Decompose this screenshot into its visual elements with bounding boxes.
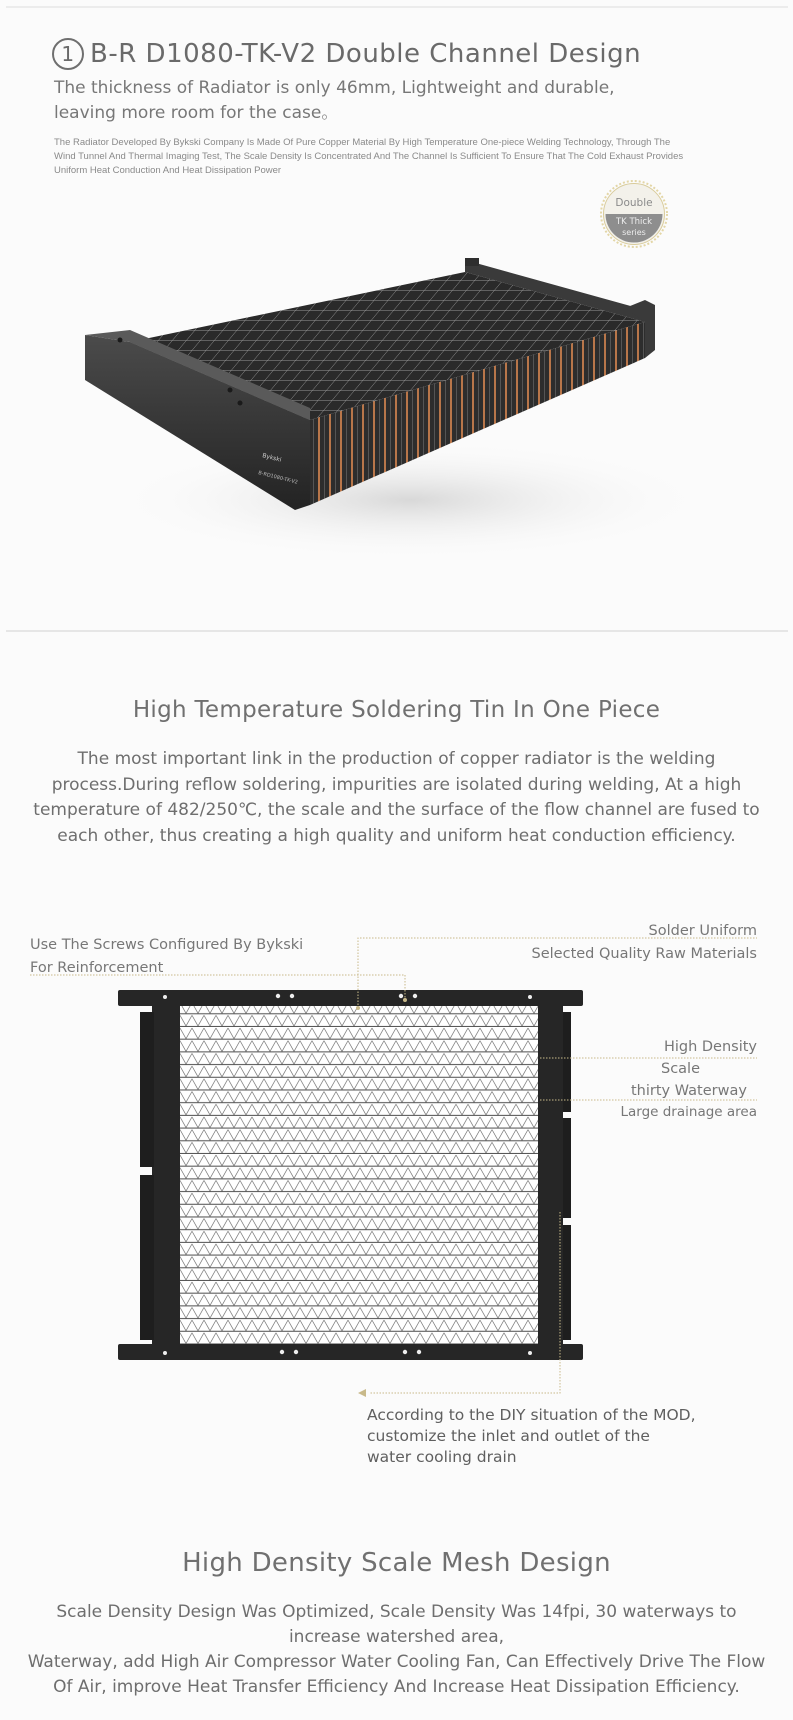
section-number-badge: 1 [52, 38, 84, 70]
label-diy-line3: water cooling drain [367, 1448, 517, 1466]
radiator-brand-text: Bykski [261, 452, 283, 464]
section3-title: High Density Scale Mesh Design [182, 1548, 611, 1578]
label-screws-line1: Use The Screws Configured By Bykski [30, 937, 304, 953]
radiator-top-view [0, 900, 793, 1460]
section3-body-line1: Scale Density Design Was Optimized, Scale Density Was 14fpi, 30 waterways to increase watershed area, [56, 1602, 737, 1647]
radiator-model-text: B-RD1080-TK-V2 [257, 470, 299, 486]
label-high-density: High Density [663, 1039, 757, 1055]
section3-body [18, 1600, 775, 1700]
section1-subtitle [54, 76, 694, 126]
section3-body-line2: Waterway, add High Air Compressor Water Cooling Fan, Can Effectively Drive The Flow Of Air, improve Heat Transfer Efficiency And Increase Heat Dissipation Efficiency. [27, 1652, 766, 1697]
label-diy-line2: customize the inlet and outlet of the [367, 1427, 650, 1445]
subtitle-line-1: The thickness of Radiator is only 46mm, Lightweight and durable, [54, 78, 615, 98]
label-drainage: Large drainage area [620, 1104, 757, 1120]
middle-divider [6, 630, 788, 632]
section2-title: High Temperature Soldering Tin In One Piece [132, 697, 661, 723]
radiator-diagram [0, 900, 793, 1466]
label-diy-line1: According to the DIY situation of the MOD, [367, 1406, 696, 1424]
top-divider [6, 6, 788, 8]
section1-heading [52, 36, 641, 72]
section2-body: The most important link in the production of copper radiator is the welding process.During reflow soldering, impurities are isolated during welding, At a high temperature of 482/250℃, the scale and the surface of the flow channel are fused to each other, thus creating a high quality and uniform heat conduction efficiency. [33, 749, 760, 846]
label-screws-line2: For Reinforcement [30, 960, 164, 976]
label-scale: Scale [661, 1061, 701, 1077]
label-waterway: thirty Waterway [631, 1083, 747, 1099]
subtitle-line-2: leaving more room for the case。 [54, 103, 339, 123]
label-quality-materials: Selected Quality Raw Materials [531, 946, 757, 962]
radiator-product-image [80, 250, 710, 580]
label-solder-uniform: Solder Uniform [648, 923, 757, 939]
double-tk-series-badge [600, 180, 668, 248]
section1-title: B-R D1080-TK-V2 Double Channel Design [90, 39, 642, 69]
badge-double: Double [615, 197, 653, 209]
badge-series: series [622, 228, 646, 237]
badge-tk-thick: TK Thick [615, 217, 652, 227]
section1-description: The Radiator Developed By Bykski Company Is Made Of Pure Copper Material By High Temperature One-piece Welding Technology, Through The Wind Tunnel And Thermal Imaging Test, The Scale Density Is Concentrated And The Channel Is Sufficient To Ensure That The Cold Exhaust Provides Uniform Heat Conduction And Heat Dissipation Power [54, 137, 684, 176]
